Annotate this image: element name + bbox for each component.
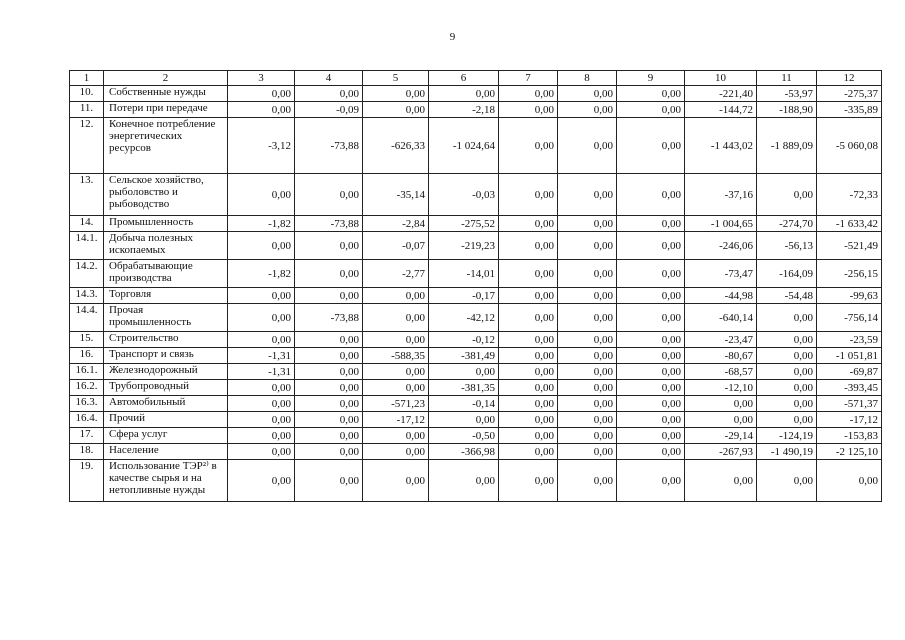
value-cell: 0,00	[295, 460, 363, 502]
value-cell: 0,00	[617, 412, 685, 428]
value-cell: -17,12	[817, 412, 882, 428]
row-index: 16.2.	[70, 380, 104, 396]
value-cell: 0,00	[363, 102, 429, 118]
value-cell: 0,00	[295, 174, 363, 216]
table-row	[70, 232, 882, 260]
value-cell: 0,00	[558, 396, 617, 412]
value-cell: -221,40	[685, 86, 757, 102]
value-cell: 0,00	[499, 174, 558, 216]
value-cell: 0,00	[499, 380, 558, 396]
value-cell: 0,00	[228, 444, 295, 460]
value-cell: 0,00	[228, 86, 295, 102]
value-cell: -0,50	[429, 428, 499, 444]
table-row	[70, 304, 882, 332]
value-cell: 0,00	[558, 460, 617, 502]
value-cell: 0,00	[817, 460, 882, 502]
row-label: Добыча полезных ископаемых	[104, 232, 228, 260]
value-cell: -37,16	[685, 174, 757, 216]
value-cell: -53,97	[757, 86, 817, 102]
value-cell: 0,00	[363, 304, 429, 332]
row-label: Потери при передаче	[104, 102, 228, 118]
value-cell: -54,48	[757, 288, 817, 304]
value-cell: -521,49	[817, 232, 882, 260]
column-header: 1	[70, 71, 104, 86]
value-cell: -275,37	[817, 86, 882, 102]
value-cell: 0,00	[617, 288, 685, 304]
value-cell: -80,67	[685, 348, 757, 364]
value-cell: -246,06	[685, 232, 757, 260]
value-cell: -571,37	[817, 396, 882, 412]
value-cell: 0,00	[757, 412, 817, 428]
value-cell: 0,00	[617, 364, 685, 380]
value-cell: 0,00	[499, 86, 558, 102]
row-index: 16.4.	[70, 412, 104, 428]
value-cell: 0,00	[363, 460, 429, 502]
value-cell: 0,00	[558, 260, 617, 288]
table-row	[70, 260, 882, 288]
value-cell: 0,00	[558, 174, 617, 216]
value-cell: -29,14	[685, 428, 757, 444]
value-cell: 0,00	[363, 332, 429, 348]
row-index: 14.4.	[70, 304, 104, 332]
table-row	[70, 364, 882, 380]
value-cell: 0,00	[295, 332, 363, 348]
value-cell: 0,00	[558, 118, 617, 174]
value-cell: -1 633,42	[817, 216, 882, 232]
row-index: 14.2.	[70, 260, 104, 288]
value-cell: 0,00	[617, 428, 685, 444]
row-index: 14.3.	[70, 288, 104, 304]
value-cell: 0,00	[757, 304, 817, 332]
row-label: Прочий	[104, 412, 228, 428]
value-cell: -2,84	[363, 216, 429, 232]
table-row	[70, 288, 882, 304]
value-cell: -0,17	[429, 288, 499, 304]
value-cell: -1,31	[228, 348, 295, 364]
column-header: 11	[757, 71, 817, 86]
value-cell: -2 125,10	[817, 444, 882, 460]
value-cell: 0,00	[617, 174, 685, 216]
row-label: Население	[104, 444, 228, 460]
table-row	[70, 396, 882, 412]
column-header: 6	[429, 71, 499, 86]
value-cell: 0,00	[558, 232, 617, 260]
row-index: 14.	[70, 216, 104, 232]
value-cell: 0,00	[757, 348, 817, 364]
value-cell: 0,00	[295, 86, 363, 102]
value-cell: 0,00	[558, 102, 617, 118]
table-row	[70, 86, 882, 102]
table-row	[70, 174, 882, 216]
value-cell: 0,00	[363, 428, 429, 444]
table-row	[70, 380, 882, 396]
value-cell: -1,82	[228, 216, 295, 232]
value-cell: -17,12	[363, 412, 429, 428]
value-cell: 0,00	[295, 428, 363, 444]
value-cell: 0,00	[757, 396, 817, 412]
row-index: 16.	[70, 348, 104, 364]
table-row	[70, 412, 882, 428]
table-row	[70, 444, 882, 460]
column-header: 5	[363, 71, 429, 86]
value-cell: 0,00	[757, 174, 817, 216]
value-cell: 0,00	[295, 348, 363, 364]
value-cell: -68,57	[685, 364, 757, 380]
value-cell: 0,00	[295, 444, 363, 460]
value-cell: -99,63	[817, 288, 882, 304]
table-row	[70, 102, 882, 118]
value-cell: 0,00	[499, 118, 558, 174]
value-cell: 0,00	[295, 412, 363, 428]
row-label: Собственные нужды	[104, 86, 228, 102]
value-cell: -0,03	[429, 174, 499, 216]
value-cell: -12,10	[685, 380, 757, 396]
value-cell: -69,87	[817, 364, 882, 380]
row-index: 14.1.	[70, 232, 104, 260]
row-label: Обрабатывающие производства	[104, 260, 228, 288]
value-cell: 0,00	[499, 304, 558, 332]
value-cell: -5 060,08	[817, 118, 882, 174]
value-cell: 0,00	[558, 444, 617, 460]
value-cell: 0,00	[363, 380, 429, 396]
row-index: 16.1.	[70, 364, 104, 380]
value-cell: -1 051,81	[817, 348, 882, 364]
value-cell: -23,59	[817, 332, 882, 348]
value-cell: 0,00	[558, 428, 617, 444]
row-index: 12.	[70, 118, 104, 174]
value-cell: 0,00	[617, 304, 685, 332]
value-cell: 0,00	[558, 86, 617, 102]
value-cell: 0,00	[228, 460, 295, 502]
table-row	[70, 348, 882, 364]
value-cell: 0,00	[558, 304, 617, 332]
value-cell: -1,82	[228, 260, 295, 288]
value-cell: 0,00	[228, 428, 295, 444]
row-label: Конечное потребление энергетических ресурсов	[104, 118, 228, 174]
value-cell: -153,83	[817, 428, 882, 444]
value-cell: 0,00	[295, 260, 363, 288]
value-cell: 0,00	[757, 332, 817, 348]
value-cell: -56,13	[757, 232, 817, 260]
value-cell: 0,00	[685, 412, 757, 428]
value-cell: 0,00	[558, 380, 617, 396]
row-label: Автомобильный	[104, 396, 228, 412]
row-label: Использование ТЭР²⁾ в качестве сырья и на нетопливные нужды	[104, 460, 228, 502]
value-cell: 0,00	[558, 216, 617, 232]
value-cell: 0,00	[228, 102, 295, 118]
row-label: Торговля	[104, 288, 228, 304]
value-cell: 0,00	[429, 460, 499, 502]
column-header: 3	[228, 71, 295, 86]
value-cell: 0,00	[499, 348, 558, 364]
value-cell: -124,19	[757, 428, 817, 444]
value-cell: 0,00	[558, 288, 617, 304]
value-cell: 0,00	[499, 102, 558, 118]
value-cell: 0,00	[499, 460, 558, 502]
value-cell: -274,70	[757, 216, 817, 232]
value-cell: 0,00	[429, 412, 499, 428]
value-cell: -42,12	[429, 304, 499, 332]
value-cell: 0,00	[617, 102, 685, 118]
row-index: 16.3.	[70, 396, 104, 412]
row-index: 11.	[70, 102, 104, 118]
row-label: Промышленность	[104, 216, 228, 232]
table-row	[70, 216, 882, 232]
header-row	[70, 71, 882, 86]
table-row	[70, 460, 882, 502]
value-cell: -275,52	[429, 216, 499, 232]
value-cell: 0,00	[617, 396, 685, 412]
value-cell: -381,49	[429, 348, 499, 364]
value-cell: 0,00	[685, 396, 757, 412]
value-cell: -0,12	[429, 332, 499, 348]
value-cell: 0,00	[228, 288, 295, 304]
value-cell: -23,47	[685, 332, 757, 348]
value-cell: -1 889,09	[757, 118, 817, 174]
value-cell: 0,00	[295, 288, 363, 304]
value-cell: 0,00	[617, 232, 685, 260]
value-cell: 0,00	[499, 232, 558, 260]
value-cell: -640,14	[685, 304, 757, 332]
value-cell: 0,00	[295, 396, 363, 412]
row-label: Транспорт и связь	[104, 348, 228, 364]
value-cell: -72,33	[817, 174, 882, 216]
value-cell: -164,09	[757, 260, 817, 288]
value-cell: 0,00	[295, 232, 363, 260]
value-cell: 0,00	[757, 364, 817, 380]
value-cell: 0,00	[499, 288, 558, 304]
value-cell: -267,93	[685, 444, 757, 460]
value-cell: -335,89	[817, 102, 882, 118]
value-cell: -366,98	[429, 444, 499, 460]
column-header: 9	[617, 71, 685, 86]
value-cell: 0,00	[228, 332, 295, 348]
row-label: Сфера услуг	[104, 428, 228, 444]
value-cell: 0,00	[617, 380, 685, 396]
row-index: 17.	[70, 428, 104, 444]
value-cell: 0,00	[499, 364, 558, 380]
value-cell: 0,00	[228, 304, 295, 332]
value-cell: -756,14	[817, 304, 882, 332]
value-cell: -588,35	[363, 348, 429, 364]
value-cell: 0,00	[228, 396, 295, 412]
value-cell: 0,00	[617, 444, 685, 460]
row-label: Прочая промышленность	[104, 304, 228, 332]
column-header: 12	[817, 71, 882, 86]
value-cell: -571,23	[363, 396, 429, 412]
value-cell: 0,00	[617, 332, 685, 348]
column-header: 10	[685, 71, 757, 86]
value-cell: 0,00	[558, 364, 617, 380]
value-cell: -73,88	[295, 216, 363, 232]
value-cell: 0,00	[363, 288, 429, 304]
value-cell: -35,14	[363, 174, 429, 216]
value-cell: -188,90	[757, 102, 817, 118]
value-cell: 0,00	[228, 232, 295, 260]
value-cell: -1 004,65	[685, 216, 757, 232]
value-cell: -1 024,64	[429, 118, 499, 174]
energy-balance-table	[69, 70, 882, 502]
value-cell: 0,00	[757, 380, 817, 396]
value-cell: 0,00	[617, 118, 685, 174]
value-cell: 0,00	[228, 412, 295, 428]
value-cell: 0,00	[363, 364, 429, 380]
value-cell: 0,00	[499, 444, 558, 460]
value-cell: 0,00	[363, 444, 429, 460]
row-label: Сельское хозяйство, рыболовство и рыбоводство	[104, 174, 228, 216]
value-cell: 0,00	[295, 364, 363, 380]
value-cell: 0,00	[558, 332, 617, 348]
value-cell: 0,00	[499, 332, 558, 348]
value-cell: -381,35	[429, 380, 499, 396]
value-cell: -144,72	[685, 102, 757, 118]
value-cell: 0,00	[617, 348, 685, 364]
column-header: 4	[295, 71, 363, 86]
value-cell: 0,00	[363, 86, 429, 102]
value-cell: 0,00	[617, 216, 685, 232]
value-cell: 0,00	[617, 260, 685, 288]
value-cell: 0,00	[499, 396, 558, 412]
value-cell: 0,00	[499, 260, 558, 288]
value-cell: -2,77	[363, 260, 429, 288]
row-label: Строительство	[104, 332, 228, 348]
table-row	[70, 332, 882, 348]
value-cell: -1 443,02	[685, 118, 757, 174]
row-index: 19.	[70, 460, 104, 502]
row-index: 18.	[70, 444, 104, 460]
value-cell: -219,23	[429, 232, 499, 260]
value-cell: 0,00	[429, 364, 499, 380]
value-cell: -393,45	[817, 380, 882, 396]
value-cell: -0,09	[295, 102, 363, 118]
value-cell: -73,47	[685, 260, 757, 288]
value-cell: -626,33	[363, 118, 429, 174]
value-cell: 0,00	[617, 460, 685, 502]
value-cell: -1,31	[228, 364, 295, 380]
row-index: 10.	[70, 86, 104, 102]
value-cell: -73,88	[295, 118, 363, 174]
table-row	[70, 118, 882, 174]
value-cell: 0,00	[295, 380, 363, 396]
value-cell: -1 490,19	[757, 444, 817, 460]
value-cell: 0,00	[685, 460, 757, 502]
value-cell: 0,00	[228, 380, 295, 396]
row-index: 15.	[70, 332, 104, 348]
value-cell: 0,00	[499, 216, 558, 232]
value-cell: 0,00	[558, 412, 617, 428]
value-cell: -0,14	[429, 396, 499, 412]
value-cell: -2,18	[429, 102, 499, 118]
value-cell: 0,00	[228, 174, 295, 216]
value-cell: 0,00	[617, 86, 685, 102]
value-cell: -256,15	[817, 260, 882, 288]
value-cell: 0,00	[429, 86, 499, 102]
column-header: 7	[499, 71, 558, 86]
value-cell: -44,98	[685, 288, 757, 304]
column-header: 8	[558, 71, 617, 86]
value-cell: -3,12	[228, 118, 295, 174]
value-cell: 0,00	[499, 428, 558, 444]
column-header: 2	[104, 71, 228, 86]
table-row	[70, 428, 882, 444]
row-label: Железнодорожный	[104, 364, 228, 380]
value-cell: 0,00	[499, 412, 558, 428]
row-index: 13.	[70, 174, 104, 216]
row-label: Трубопроводный	[104, 380, 228, 396]
value-cell: -14,01	[429, 260, 499, 288]
value-cell: -73,88	[295, 304, 363, 332]
value-cell: 0,00	[757, 460, 817, 502]
value-cell: -0,07	[363, 232, 429, 260]
page-number: 9	[449, 31, 456, 43]
value-cell: 0,00	[558, 348, 617, 364]
